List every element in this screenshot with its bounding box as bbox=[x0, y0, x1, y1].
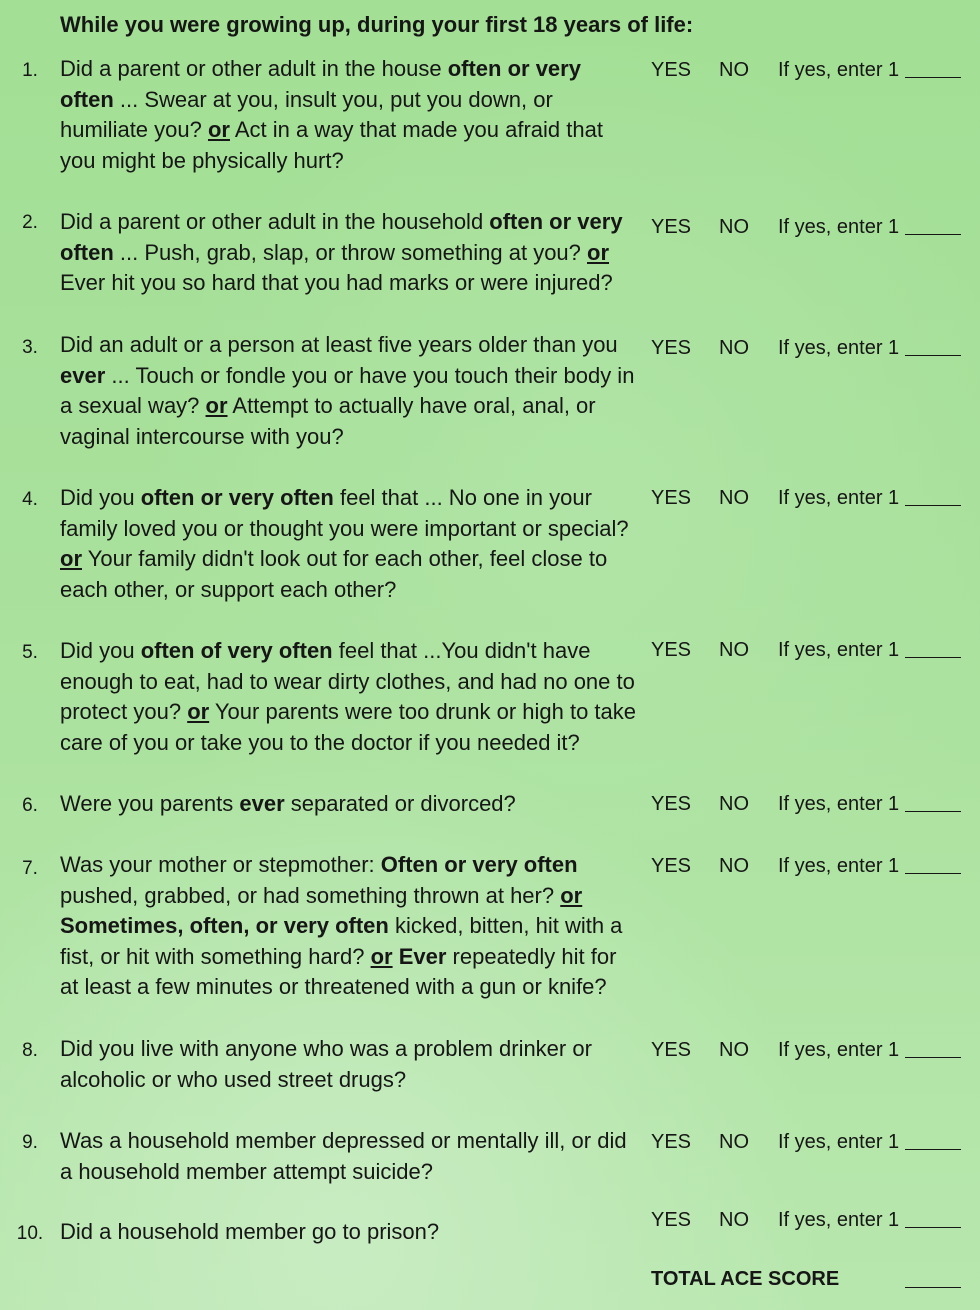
emphasis-text: Often or very often bbox=[380, 852, 578, 877]
yes-option[interactable]: YES bbox=[651, 216, 692, 238]
emphasis-text: ever bbox=[239, 791, 285, 816]
or-connector: or bbox=[205, 393, 228, 418]
question-text-segment: feel that ... No one in your family loved you or thought you were important or special? bbox=[60, 485, 629, 541]
question-text-segment: Act in a way that made you afraid that you might be physically hurt? bbox=[60, 117, 603, 173]
total-score-label: TOTAL ACE SCORE bbox=[651, 1268, 840, 1290]
or-connector: or bbox=[187, 699, 210, 724]
no-option[interactable]: NO bbox=[719, 1039, 749, 1061]
question-number: 5. bbox=[22, 642, 38, 663]
no-option[interactable]: NO bbox=[719, 337, 749, 359]
emphasis-text: often or very often bbox=[60, 209, 623, 265]
question-number: 1. bbox=[22, 60, 38, 81]
emphasis-text: often of very often bbox=[140, 638, 333, 663]
question-text-segment: Your parents were too drunk or high to take care of you or take you to the doctor if you needed it? bbox=[60, 699, 637, 755]
emphasis-text: Sometimes, often, or very often bbox=[60, 913, 389, 938]
question-text bbox=[60, 789, 640, 820]
yes-option[interactable]: YES bbox=[651, 1209, 692, 1231]
question-number: 4. bbox=[22, 489, 38, 510]
or-connector: or bbox=[207, 117, 230, 142]
question-number: 10. bbox=[16, 1223, 44, 1244]
question-text bbox=[60, 1126, 640, 1187]
yes-option[interactable]: YES bbox=[651, 1039, 692, 1061]
question-text-segment: ... Swear at you, insult you, put you down, or humiliate you? bbox=[60, 86, 553, 142]
score-blank[interactable] bbox=[905, 355, 961, 356]
enter-instruction: If yes, enter 1 bbox=[778, 1131, 900, 1153]
yes-option[interactable]: YES bbox=[651, 337, 692, 359]
yes-option[interactable]: YES bbox=[651, 59, 692, 81]
question-text-segment: ... Touch or fondle you or have you touch their body in a sexual way? bbox=[60, 362, 635, 418]
question-text-segment: Was your mother or stepmother: bbox=[60, 852, 381, 877]
yes-option[interactable]: YES bbox=[651, 855, 692, 877]
or-connector: or bbox=[370, 943, 393, 969]
question-text-segment: Were you parents bbox=[60, 791, 240, 816]
yes-option[interactable]: YES bbox=[651, 639, 692, 661]
no-option[interactable]: NO bbox=[719, 216, 749, 238]
score-blank[interactable] bbox=[905, 77, 961, 78]
score-blank[interactable] bbox=[905, 873, 961, 874]
or-connector: or bbox=[60, 546, 82, 571]
question-text-segment: pushed, grabbed, or had something thrown at her? bbox=[60, 882, 561, 908]
enter-instruction: If yes, enter 1 bbox=[778, 1039, 900, 1061]
question-text-segment: feel that ...You didn't have enough to eat, had to wear dirty clothes, and had no one to protect you? bbox=[60, 638, 635, 724]
question-text-segment: Did a parent or other adult in the house bbox=[60, 56, 448, 81]
question-text-segment: separated or divorced? bbox=[284, 791, 516, 816]
question-text bbox=[60, 330, 640, 452]
question-text bbox=[60, 1034, 640, 1095]
question-number: 6. bbox=[22, 795, 38, 816]
enter-instruction: If yes, enter 1 bbox=[778, 59, 900, 81]
emphasis-text: Ever bbox=[398, 943, 447, 969]
no-option[interactable]: NO bbox=[719, 639, 749, 661]
enter-instruction: If yes, enter 1 bbox=[778, 793, 900, 815]
question-text-segment: Did you bbox=[60, 638, 141, 663]
enter-instruction: If yes, enter 1 bbox=[778, 337, 900, 359]
no-option[interactable]: NO bbox=[719, 1209, 749, 1231]
question-text-segment: Did an adult or a person at least five years older than you bbox=[60, 332, 618, 357]
question-text-segment: Attempt to actually have oral, anal, or vaginal intercourse with you? bbox=[60, 393, 596, 449]
form-header: While you were growing up, during your first 18 years of life: bbox=[60, 12, 694, 37]
score-blank[interactable] bbox=[905, 657, 961, 658]
question-text bbox=[60, 636, 640, 758]
or-connector: or bbox=[587, 239, 610, 265]
question-number: 3. bbox=[22, 337, 38, 358]
question-text bbox=[60, 483, 640, 605]
yes-option[interactable]: YES bbox=[651, 793, 692, 815]
question-text-segment: Did a parent or other adult in the household bbox=[60, 209, 490, 234]
question-text bbox=[60, 1217, 640, 1248]
question-text-segment: Did a household member go to prison? bbox=[60, 1219, 440, 1244]
question-number: 9. bbox=[22, 1132, 38, 1153]
no-option[interactable]: NO bbox=[719, 793, 749, 815]
question-text-segment: Did you live with anyone who was a problem drinker or alcoholic or who used street drugs? bbox=[60, 1036, 592, 1092]
question-text-segment: kicked, bitten, hit with a fist, or hit with something hard? bbox=[60, 913, 623, 969]
enter-instruction: If yes, enter 1 bbox=[778, 855, 900, 877]
question-number: 7. bbox=[22, 858, 38, 879]
score-blank[interactable] bbox=[905, 505, 961, 506]
emphasis-text: often or very often bbox=[60, 56, 581, 112]
score-blank[interactable] bbox=[905, 1149, 961, 1150]
enter-instruction: If yes, enter 1 bbox=[778, 487, 900, 509]
question-text-segment: Was a household member depressed or mentally ill, or did a household member attempt suicide? bbox=[60, 1128, 627, 1184]
question-text-segment: Your family didn't look out for each other, feel close to each other, or support each other? bbox=[60, 546, 608, 602]
score-blank[interactable] bbox=[905, 234, 961, 235]
emphasis-text: ever bbox=[60, 362, 106, 388]
question-text-segment: ... Push, grab, slap, or throw something at you? bbox=[113, 239, 588, 265]
or-connector: or bbox=[560, 882, 583, 908]
question-text bbox=[60, 207, 640, 299]
question-text bbox=[60, 850, 640, 1003]
score-blank[interactable] bbox=[905, 811, 961, 812]
enter-instruction: If yes, enter 1 bbox=[778, 216, 900, 238]
score-blank[interactable] bbox=[905, 1227, 961, 1228]
score-blank[interactable] bbox=[905, 1057, 961, 1058]
enter-instruction: If yes, enter 1 bbox=[778, 639, 900, 661]
no-option[interactable]: NO bbox=[719, 1131, 749, 1153]
question-number: 8. bbox=[22, 1040, 38, 1061]
question-number: 2. bbox=[22, 212, 38, 233]
yes-option[interactable]: YES bbox=[651, 1131, 692, 1153]
question-text bbox=[60, 54, 640, 176]
enter-instruction: If yes, enter 1 bbox=[778, 1209, 900, 1231]
emphasis-text: often or very often bbox=[140, 485, 334, 510]
yes-option[interactable]: YES bbox=[651, 487, 692, 509]
no-option[interactable]: NO bbox=[719, 59, 749, 81]
question-text-segment: Did you bbox=[60, 485, 141, 510]
question-text-segment: repeatedly hit for at least a few minutes or threatened with a gun or knife? bbox=[60, 943, 617, 999]
total-score-blank[interactable] bbox=[905, 1287, 961, 1288]
no-option[interactable]: NO bbox=[719, 487, 749, 509]
no-option[interactable]: NO bbox=[719, 855, 749, 877]
question-text-segment: Ever hit you so hard that you had marks or were injured? bbox=[60, 270, 613, 295]
